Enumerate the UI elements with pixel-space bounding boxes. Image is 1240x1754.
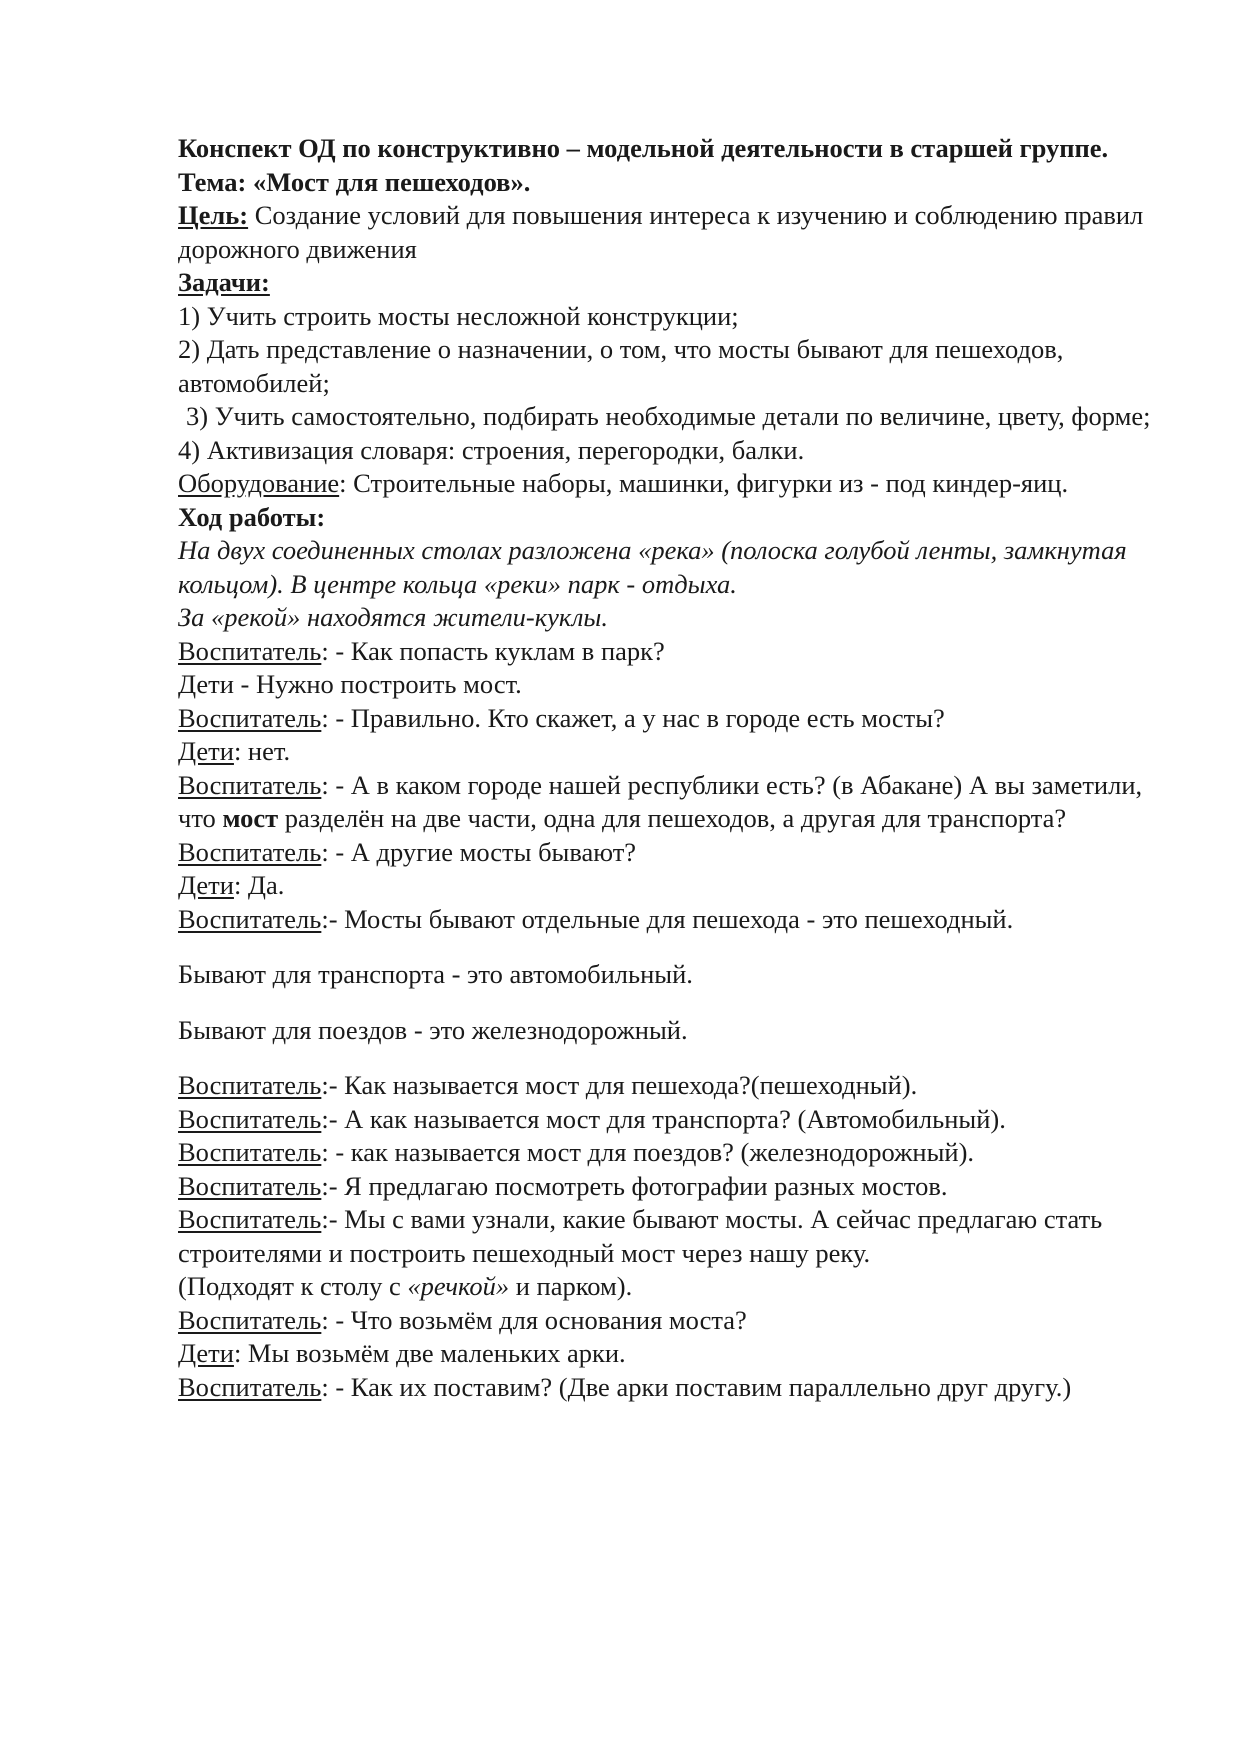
line-text: : - как называется мост для поездов? (железнодорожный).	[321, 1137, 975, 1167]
dialogue-line	[178, 1304, 1168, 1338]
dialogue-line	[178, 903, 1168, 937]
dialogue-line	[178, 1069, 1168, 1103]
dialogue-line	[178, 1103, 1168, 1137]
equipment-label: Оборудование	[178, 468, 340, 498]
speaker: Воспитатель	[178, 1304, 322, 1335]
line-text: :- Как называется мост для пешехода?(пешеходный).	[321, 1070, 918, 1100]
goal-paragraph	[178, 199, 1168, 266]
line-text: : - Как попасть куклам в парк?	[321, 635, 665, 666]
task-item: 1) Учить строить мосты несложной конструкции;	[178, 300, 739, 331]
speaker: Дети	[178, 1338, 234, 1368]
line-text: (Подходят к столу с	[178, 1271, 408, 1301]
equipment-text: : Строительные наборы, машинки, фигурки из - под киндер-яиц.	[339, 468, 1069, 498]
speaker: Дети	[178, 736, 234, 766]
task-item: 2) Дать представление о назначении, о том, что мосты бывают для пешеходов, автомобилей;	[178, 334, 1064, 398]
document-title: Конспект ОД по конструктивно – модельной деятельности в старшей группе. Тема: «Мост для пешеходов».	[178, 133, 1109, 197]
document-page	[178, 132, 1168, 1404]
equipment-paragraph	[178, 467, 1168, 501]
line-text: разделён на две части, одна для пешеходов, а другая для транспорта?	[278, 803, 1067, 833]
line-text: :- Мы с вами узнали, какие бывают мосты. А сейчас предлагаю стать строителями и построить пешеходный мост через нашу реку.	[178, 1204, 1103, 1268]
line-text: :- А как называется мост для транспорта? (Автомобильный).	[321, 1103, 1006, 1134]
dialogue-line	[178, 1337, 1168, 1371]
task-item: 4) Активизация словаря: строения, перегородки, балки.	[178, 434, 805, 465]
plain-line: Бывают для поездов - это железнодорожный.	[178, 1014, 688, 1045]
italic-word: «речкой»	[407, 1271, 510, 1301]
line-text: : - Что возьмём для основания моста?	[321, 1304, 747, 1335]
dialogue-line	[178, 869, 1168, 903]
task-item: 3) Учить самостоятельно, подбирать необходимые детали по величине, цвету, форме;	[186, 401, 1151, 431]
line-text: :- Я предлагаю посмотреть фотографии разных мостов.	[321, 1170, 948, 1201]
dialogue-line	[178, 1203, 1168, 1270]
dialogue-line	[178, 1371, 1168, 1405]
dialogue-line	[178, 702, 1168, 736]
line-text: : нет.	[233, 736, 291, 766]
line-text: : - А в каком городе нашей республики есть? (в Абакане) А вы заметили, что	[178, 769, 1143, 833]
dialogue-line	[178, 1270, 1168, 1304]
goal-label: Цель:	[178, 200, 249, 230]
progress-intro: За «рекой» находятся жители-куклы.	[178, 602, 608, 632]
goal-text: Создание условий для повышения интереса к изучению и соблюдению правил дорожного движения	[178, 200, 1144, 264]
speaker: Воспитатель	[178, 702, 322, 733]
bold-word: мост	[222, 803, 279, 833]
progress-label: Ход работы:	[178, 501, 326, 532]
progress-intro: На двух соединенных столах разложена «река» (полоска голубой ленты, замкнутая кольцом). В центре кольца «реки» парк - отдыха.	[178, 535, 1127, 599]
speaker: Воспитатель	[178, 1137, 322, 1167]
dialogue-line	[178, 1136, 1168, 1170]
speaker: Воспитатель	[178, 1070, 322, 1100]
dialogue-line	[178, 635, 1168, 669]
line-text: : - Как их поставим? (Две арки поставим параллельно друг другу.)	[321, 1371, 1072, 1402]
plain-line: Бывают для транспорта - это автомобильный.	[178, 959, 693, 989]
speaker: Воспитатель	[178, 1371, 322, 1402]
line-text: : - А другие мосты бывают?	[321, 836, 637, 867]
speaker: Воспитатель	[178, 1204, 322, 1234]
speaker: Воспитатель	[178, 903, 322, 934]
line-text: Дети - Нужно построить мост.	[178, 669, 522, 699]
dialogue-line	[178, 668, 1168, 702]
line-text: :- Мосты бывают отдельные для пешехода - это пешеходный.	[321, 903, 1014, 934]
speaker: Воспитатель	[178, 635, 322, 666]
dialogue-line	[178, 769, 1168, 836]
line-text: : Да.	[233, 870, 285, 900]
line-text: : - Правильно. Кто скажет, а у нас в городе есть мосты?	[321, 702, 945, 733]
line-text: и парком).	[509, 1271, 633, 1301]
tasks-label: Задачи:	[178, 267, 270, 297]
dialogue-line	[178, 735, 1168, 769]
speaker: Воспитатель	[178, 1103, 322, 1134]
speaker: Воспитатель	[178, 1170, 322, 1201]
line-text: : Мы возьмём две маленьких арки.	[233, 1338, 626, 1368]
dialogue-line	[178, 1170, 1168, 1204]
dialogue-line	[178, 836, 1168, 870]
speaker: Дети	[178, 870, 234, 900]
speaker: Воспитатель	[178, 836, 322, 867]
speaker: Воспитатель	[178, 769, 322, 800]
